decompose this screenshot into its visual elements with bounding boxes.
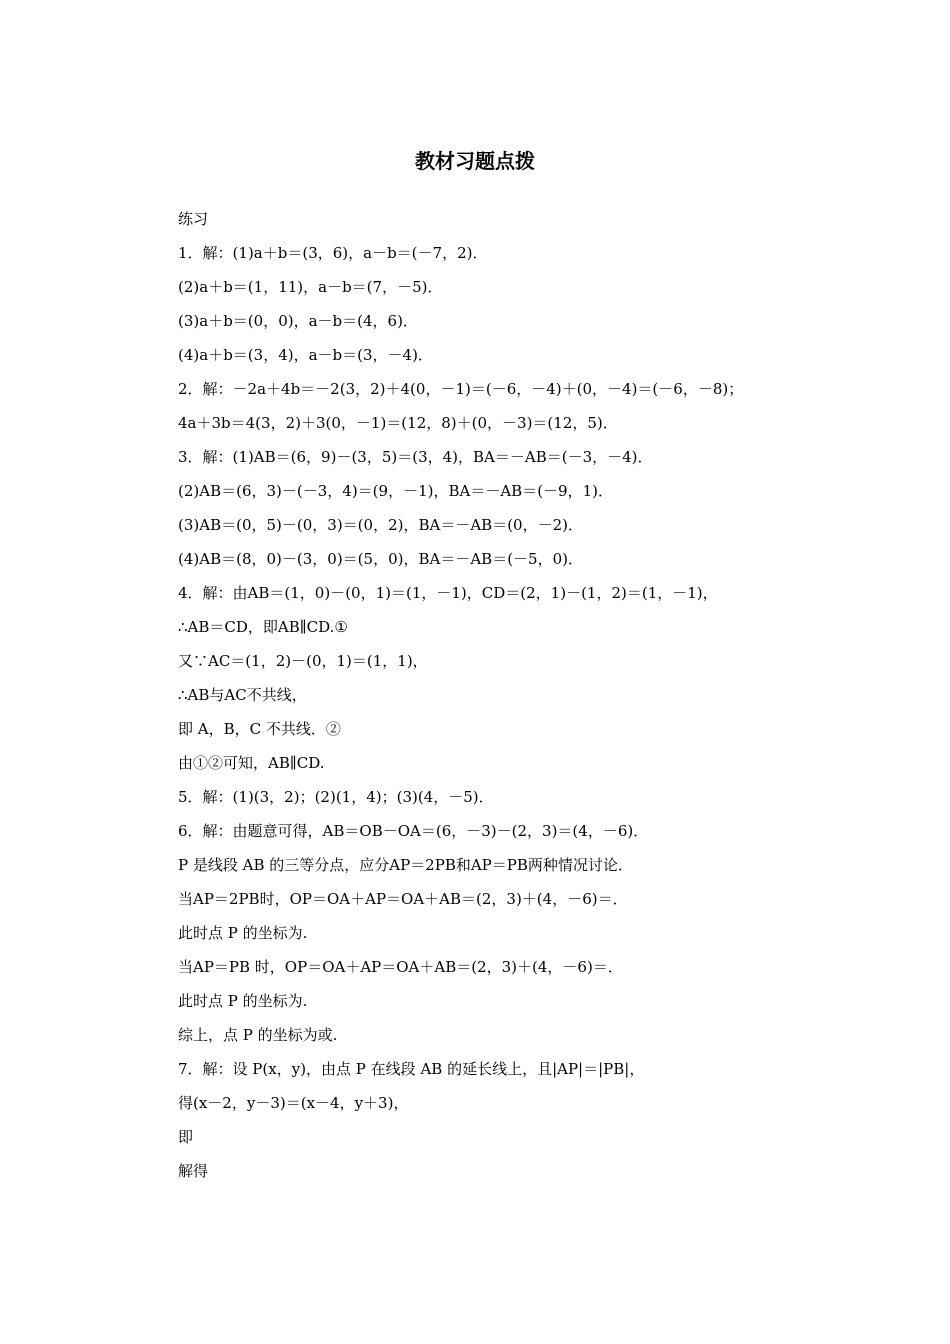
text-line: 当AP＝2PB时，OP＝OA＋AP＝OA＋AB＝(2，3)＋(4，－6)＝．	[178, 890, 628, 908]
text-line: 此时点 P 的坐标为.	[178, 924, 308, 942]
text-line: 解得	[178, 1162, 209, 1180]
text-line: ∴AB＝CD，即AB∥CD.①	[178, 618, 348, 636]
text-line: (4)AB＝(8，0)－(3，0)＝(5，0)，BA＝－AB＝(－5，0)．	[178, 550, 583, 568]
text-line: 4a＋3b＝4(3，2)＋3(0，－1)＝(12，8)＋(0，－3)＝(12，5)．	[178, 414, 618, 432]
text-line: 5．解：(1)(3，2)；(2)(1，4)；(3)(4，－5)．	[178, 788, 494, 806]
text-line: 1．解：(1)a＋b＝(3，6)，a－b＝(－7，2)．	[178, 244, 488, 262]
text-line: 4．解：由AB＝(1，0)－(0，1)＝(1，－1)，CD＝(2，1)－(1，2)＝(1，－1)，	[178, 584, 718, 602]
text-line: 2．解：－2a＋4b＝－2(3，2)＋4(0，－1)＝(－6，－4)＋(0，－4)＝(－6，－8)；	[178, 380, 744, 398]
section-label: 练习	[178, 210, 209, 228]
page-title: 教材习题点拨	[415, 149, 535, 173]
text-line: P 是线段 AB 的三等分点，应分AP＝2PB和AP＝PB两种情况讨论．	[178, 856, 633, 874]
text-line: 由①②可知，AB∥CD.	[178, 754, 325, 772]
text-line: (2)a＋b＝(1，11)，a－b＝(7，－5)．	[178, 278, 443, 296]
text-line: 得(x－2，y－3)＝(x－4，y＋3)，	[178, 1094, 409, 1112]
text-line: 又∵AC＝(1，2)－(0，1)＝(1，1)，	[178, 652, 428, 670]
text-line: ∴AB与AC不共线，	[178, 686, 307, 704]
text-line: (3)AB＝(0，5)－(0，3)＝(0，2)，BA＝－AB＝(0，－2)．	[178, 516, 583, 534]
text-line: (3)a＋b＝(0，0)，a－b＝(4，6)．	[178, 312, 418, 330]
text-line: 此时点 P 的坐标为.	[178, 992, 308, 1010]
text-line: 当AP＝PB 时，OP＝OA＋AP＝OA＋AB＝(2，3)＋(4，－6)＝．	[178, 958, 623, 976]
text-line: 即 A，B，C 不共线．②	[178, 720, 341, 738]
text-line: (2)AB＝(6，3)－(－3，4)＝(9，－1)，BA＝－AB＝(－9，1)．	[178, 482, 613, 500]
solution-lines	[178, 242, 778, 1194]
text-line: 即	[178, 1128, 194, 1146]
text-line: 7．解：设 P(x，y)，由点 P 在线段 AB 的延长线上，且|AP|＝|PB|，	[178, 1060, 645, 1078]
text-line: 3．解：(1)AB＝(6，9)－(3，5)＝(3，4)，BA＝－AB＝(－3，－4)．	[178, 448, 653, 466]
text-line: (4)a＋b＝(3，4)，a－b＝(3，－4)．	[178, 346, 433, 364]
text-line: 综上，点 P 的坐标为或.	[178, 1026, 338, 1044]
text-line: 6．解：由题意可得，AB＝OB－OA＝(6，－3)－(2，3)＝(4，－6)．	[178, 822, 649, 840]
